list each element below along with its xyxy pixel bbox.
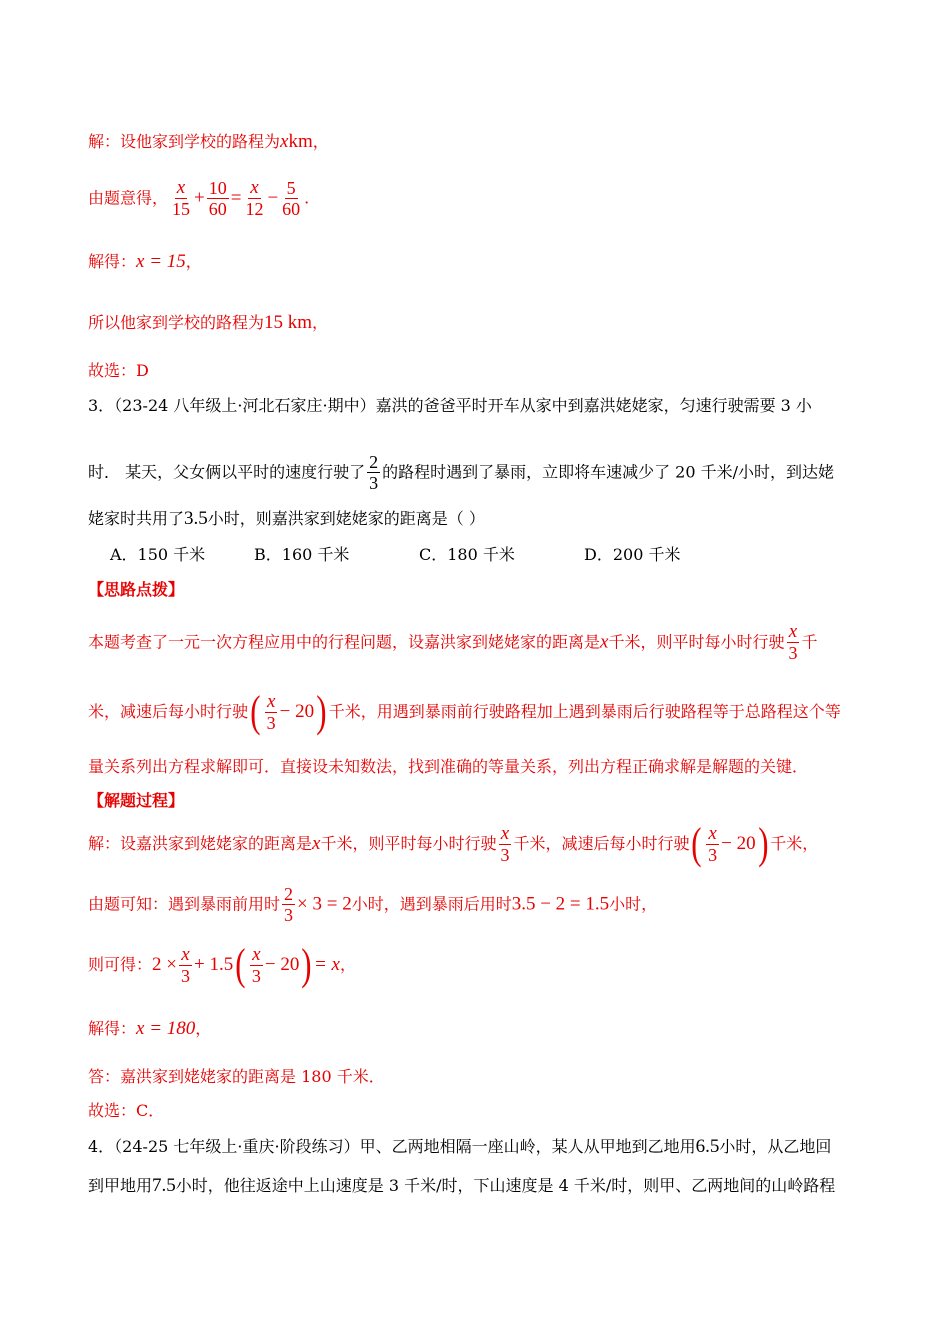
solution-line-1 [88, 130, 329, 154]
equation-line [88, 178, 309, 219]
text: . [304, 188, 310, 208]
solution-line-4 [88, 311, 328, 335]
text: 4．（24-25 七年级上·重庆·阶段练习）甲、乙两地相隔一座山岭，某人从甲地到乙地用 [88, 1137, 696, 1156]
math-expr: x = 15 [136, 251, 186, 272]
fraction: $\frac{x}{3}$ [708, 822, 718, 865]
math-expr: 2 × [152, 954, 177, 975]
math-unit: km [288, 131, 313, 152]
right-paren: ) [757, 819, 769, 868]
left-paren: ( [691, 819, 702, 868]
fraction: $\frac{10}{60}$ [208, 178, 227, 219]
text: 解得： [88, 252, 137, 271]
math-value: 6.5 [695, 1136, 720, 1157]
text: 小时，他往返途中上山速度是 3 千米/时，下山速度是 4 千米/时，则甲、乙两地间的山岭路程 [175, 1176, 836, 1195]
text: 千米， [770, 834, 819, 853]
text: ， [195, 1019, 212, 1038]
text: 小时， [609, 894, 658, 914]
text: 解：设他家到学校的路程为 [88, 132, 281, 151]
text: ， [340, 955, 357, 974]
sol-line-5: 答：嘉洪家到姥姥家的距离是 180 千米． [88, 1067, 385, 1086]
text: 千米，减速后每小时行驶 [513, 834, 690, 853]
math-expr: − 20 [264, 954, 300, 975]
text: 解：设嘉洪家到姥姥家的距离是 [88, 834, 313, 853]
text: 小时，从乙地回 [719, 1137, 832, 1156]
text: 米，减速后每小时行驶 [88, 702, 249, 721]
fraction: $\frac{x}{3}$ [788, 621, 798, 663]
math-value: 3.5 [184, 508, 208, 529]
sol-line-1 [88, 819, 819, 868]
sol-line-3 [88, 940, 357, 989]
fraction: $\frac{5}{60}$ [282, 178, 301, 219]
text: 千米，用遇到暴雨前行驶路程加上遇到暴雨后行驶路程等于总路程这个等 [328, 702, 841, 721]
option-a: A．150 千米 [110, 545, 206, 564]
sol-line-6: 故选：C． [88, 1101, 165, 1120]
hint-line-1 [88, 622, 817, 663]
left-paren: ( [235, 940, 246, 989]
text: 小时，则嘉洪家到姥姥家的距离是（ ） [207, 509, 485, 528]
sol-line-2 [88, 884, 657, 925]
text: 由题可知：遇到暴雨前用时 [88, 894, 281, 914]
fraction: $\frac{x}{12}$ [245, 177, 264, 219]
question-4-line-1 [88, 1135, 831, 1159]
op: = [230, 187, 242, 209]
math-var: x [312, 833, 321, 854]
sol-line-4 [88, 1017, 211, 1041]
math-value: 7.5 [152, 1175, 176, 1196]
op: − [267, 187, 279, 209]
math-value: 15 km [264, 312, 313, 333]
math-expr: x = 180 [136, 1018, 196, 1039]
math-expr: + 1.5 [193, 954, 234, 975]
text: 千米，则平时每小时行驶 [320, 834, 497, 853]
math-expr: 3.5 − 2 = 1.5 [511, 893, 610, 915]
question-3-line-2 [88, 452, 834, 493]
text: 小时，遇到暴雨后用时 [351, 894, 512, 914]
math-var: x [600, 631, 609, 653]
fraction: $\frac{x}{3}$ [180, 943, 190, 986]
question-4-line-2 [88, 1174, 835, 1198]
fraction: $\frac{x}{15}$ [172, 177, 191, 219]
answer-choice: 故选：D [88, 361, 149, 380]
text: ， [312, 313, 329, 332]
option-d: D．200 千米 [584, 545, 681, 564]
text: 的路程时遇到了暴雨，立即将车速减少了 20 千米/小时，到达姥 [382, 462, 835, 482]
option-c: C．180 千米 [419, 545, 515, 564]
fraction: $\frac{x}{3}$ [266, 690, 276, 733]
math-expr: − 20 [721, 833, 756, 854]
text: 到甲地用 [88, 1176, 153, 1195]
fraction: $\frac{x}{3}$ [500, 822, 510, 865]
option-b: B．160 千米 [254, 545, 350, 564]
math-expr: = x [313, 954, 340, 975]
text: ， [185, 252, 202, 271]
solution-line-3 [88, 250, 202, 274]
math-expr: − 20 [279, 701, 315, 722]
text: 则可得： [88, 955, 153, 974]
op: + [194, 187, 205, 209]
left-paren: ( [250, 687, 261, 736]
fraction: $\frac{x}{3}$ [251, 943, 261, 986]
hint-line-2 [88, 687, 841, 736]
right-paren: ) [316, 687, 327, 736]
question-3-line-1: 3．（23-24 八年级上·河北石家庄·期中）嘉洪的爸爸平时开车从家中到嘉洪姥姥家，匀速行驶需要 3 小 [88, 396, 812, 415]
math-expr: × 3 = 2 [297, 893, 352, 915]
text: 姥家时共用了 [88, 509, 185, 528]
text: 所以他家到学校的路程为 [88, 313, 265, 332]
fraction: $\frac{2}{3}$ [369, 452, 379, 493]
text: ， [312, 132, 329, 151]
hint-line-3: 量关系列出方程求解即可．直接设未知数法，找到准确的等量关系，列出方程正确求解是解题的关键． [88, 757, 809, 776]
fraction: $\frac{2}{3}$ [284, 884, 294, 925]
text: 千米，则平时每小时行驶 [608, 632, 785, 652]
math-var: x [280, 131, 289, 152]
text: 本题考查了一元一次方程应用中的行程问题，设嘉洪家到姥姥家的距离是 [88, 632, 601, 652]
question-3-line-3 [88, 507, 485, 531]
text: 时． 某天，父女俩以平时的速度行驶了 [88, 462, 366, 482]
text: 解得： [88, 1019, 137, 1038]
hint-title: 【思路点拨】 [88, 580, 185, 599]
text: 由题意得， [88, 188, 169, 208]
solution-title: 【解题过程】 [88, 791, 185, 810]
right-paren: ) [301, 940, 312, 989]
text: 千 [801, 632, 818, 652]
